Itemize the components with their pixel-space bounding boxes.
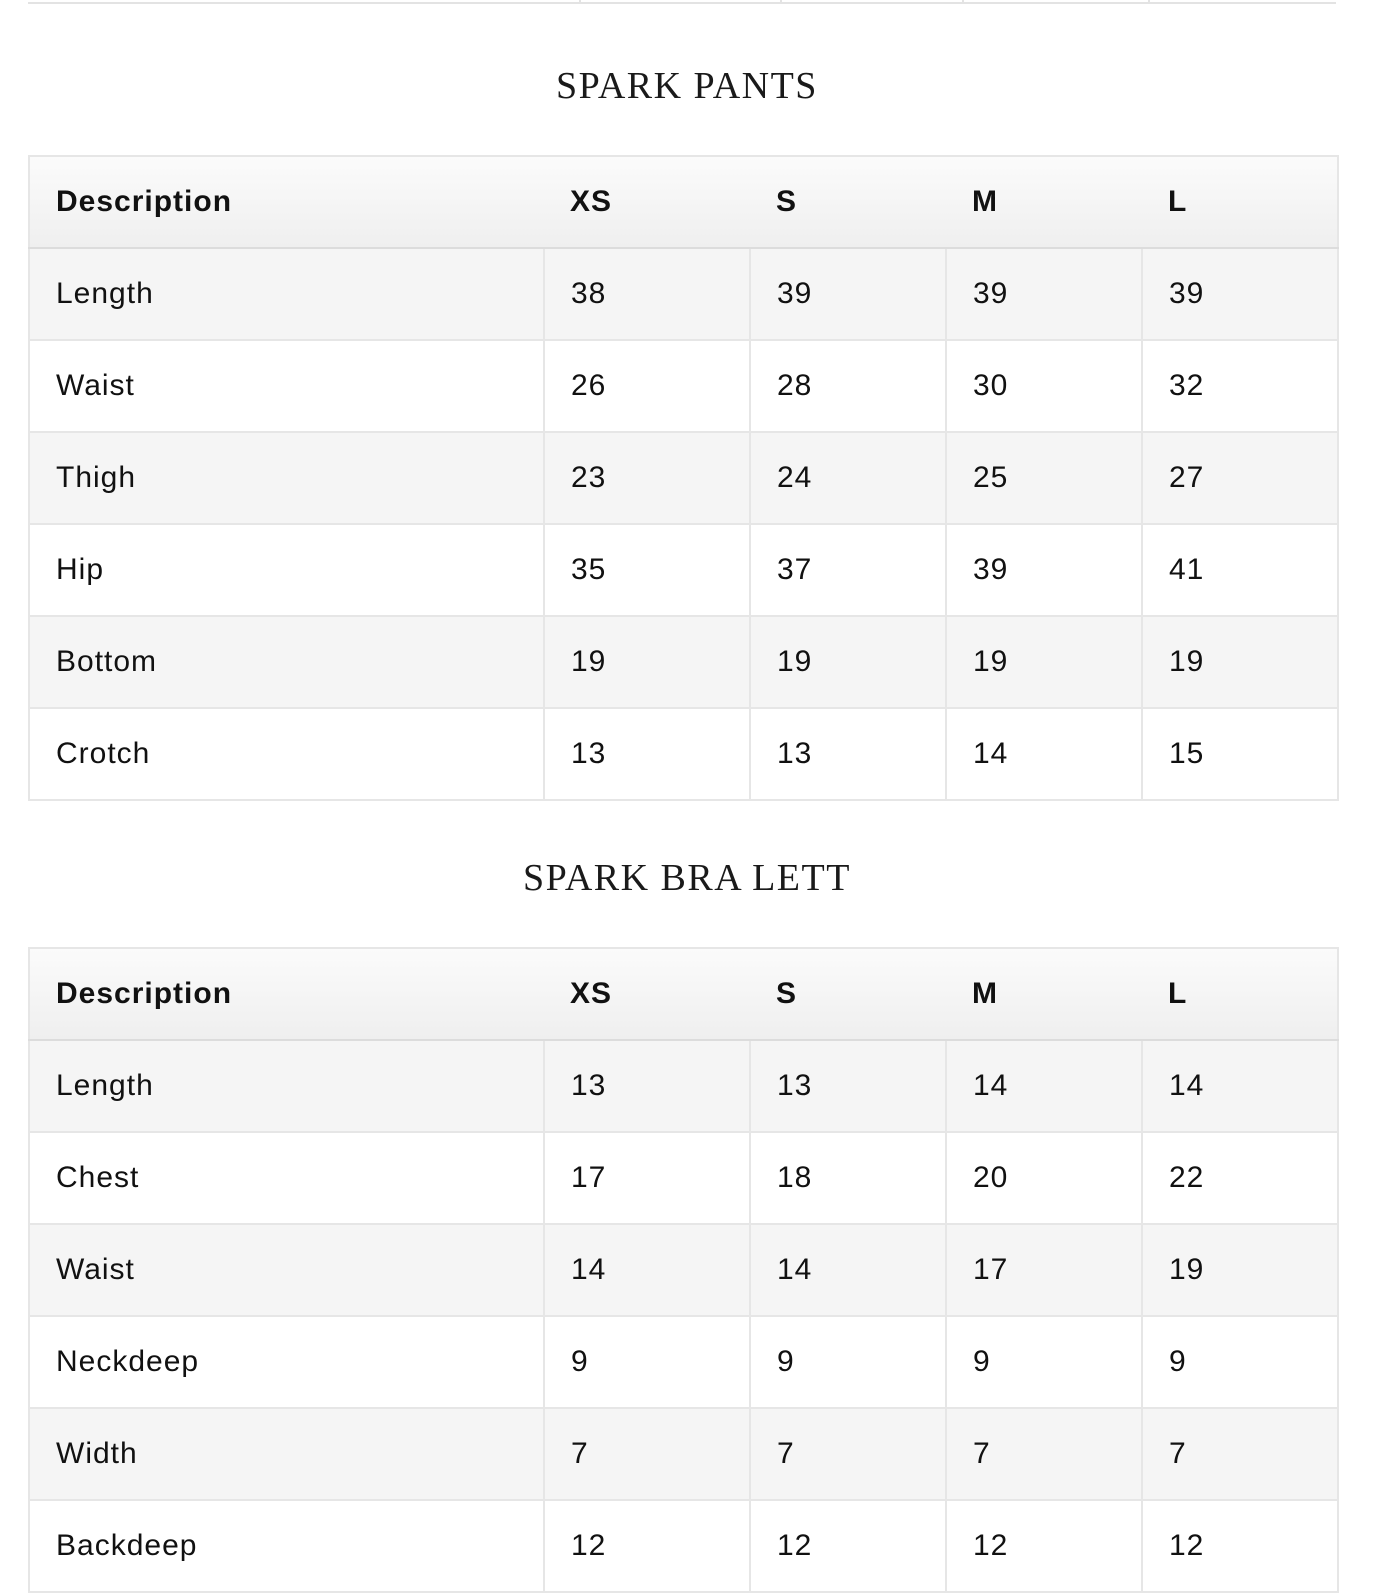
cell-value: 7 <box>544 1408 750 1500</box>
cell-value: 20 <box>946 1132 1142 1224</box>
column-header-xs: XS <box>544 948 750 1040</box>
bralette-size-table <box>28 947 1339 1593</box>
cell-value: 12 <box>544 1500 750 1592</box>
column-header-s: S <box>750 156 946 248</box>
row-label: Crotch <box>29 708 544 800</box>
cell-value: 18 <box>750 1132 946 1224</box>
cell-value: 13 <box>750 708 946 800</box>
cell-value: 7 <box>750 1408 946 1500</box>
cell-value: 12 <box>750 1500 946 1592</box>
column-divider <box>962 0 964 3</box>
cell-value: 39 <box>1142 248 1338 340</box>
cell-value: 38 <box>544 248 750 340</box>
cell-value: 7 <box>946 1408 1142 1500</box>
column-header-m: M <box>946 948 1142 1040</box>
column-header-l: L <box>1142 156 1338 248</box>
row-label: Backdeep <box>29 1500 544 1592</box>
cell-value: 13 <box>750 1040 946 1132</box>
row-label: Hip <box>29 524 544 616</box>
row-label: Chest <box>29 1132 544 1224</box>
cell-value: 14 <box>544 1224 750 1316</box>
cell-value: 39 <box>946 524 1142 616</box>
table-row <box>29 1408 1338 1500</box>
cell-value: 14 <box>946 708 1142 800</box>
table-row <box>29 616 1338 708</box>
column-header-description: Description <box>29 156 544 248</box>
cell-value: 19 <box>544 616 750 708</box>
row-label: Waist <box>29 340 544 432</box>
table-header-row <box>29 156 1338 248</box>
table-row <box>29 1500 1338 1592</box>
column-divider <box>1148 0 1150 3</box>
cell-value: 19 <box>1142 1224 1338 1316</box>
cell-value: 41 <box>1142 524 1338 616</box>
table-row <box>29 1224 1338 1316</box>
column-header-m: M <box>946 156 1142 248</box>
table-row <box>29 708 1338 800</box>
cell-value: 14 <box>1142 1040 1338 1132</box>
cell-value: 15 <box>1142 708 1338 800</box>
row-label: Thigh <box>29 432 544 524</box>
cell-value: 13 <box>544 708 750 800</box>
row-label: Neckdeep <box>29 1316 544 1408</box>
pants-size-chart-title: SPARK PANTS <box>556 65 818 107</box>
row-label: Bottom <box>29 616 544 708</box>
cell-value: 39 <box>946 248 1142 340</box>
column-header-l: L <box>1142 948 1338 1040</box>
table-header-row <box>29 948 1338 1040</box>
bralette-size-chart-title: SPARK BRA LETT <box>523 857 851 899</box>
cell-value: 35 <box>544 524 750 616</box>
cell-value: 37 <box>750 524 946 616</box>
cell-value: 24 <box>750 432 946 524</box>
cell-value: 19 <box>1142 616 1338 708</box>
column-divider <box>780 0 782 3</box>
table-row <box>29 432 1338 524</box>
row-label: Width <box>29 1408 544 1500</box>
row-label: Length <box>29 1040 544 1132</box>
cell-value: 12 <box>1142 1500 1338 1592</box>
column-header-s: S <box>750 948 946 1040</box>
cell-value: 14 <box>750 1224 946 1316</box>
cell-value: 12 <box>946 1500 1142 1592</box>
cell-value: 32 <box>1142 340 1338 432</box>
cell-value: 13 <box>544 1040 750 1132</box>
column-divider <box>579 0 581 3</box>
cell-value: 27 <box>1142 432 1338 524</box>
row-label: Waist <box>29 1224 544 1316</box>
cell-value: 9 <box>544 1316 750 1408</box>
cell-value: 30 <box>946 340 1142 432</box>
cell-value: 7 <box>1142 1408 1338 1500</box>
table-row <box>29 340 1338 432</box>
cell-value: 19 <box>750 616 946 708</box>
cell-value: 9 <box>946 1316 1142 1408</box>
table-row <box>29 524 1338 616</box>
cell-value: 17 <box>544 1132 750 1224</box>
table-row <box>29 1132 1338 1224</box>
cell-value: 9 <box>1142 1316 1338 1408</box>
previous-table-bottom-edge <box>28 0 1336 4</box>
table-row <box>29 1316 1338 1408</box>
cell-value: 26 <box>544 340 750 432</box>
column-header-description: Description <box>29 948 544 1040</box>
cell-value: 14 <box>946 1040 1142 1132</box>
cell-value: 23 <box>544 432 750 524</box>
table-row <box>29 248 1338 340</box>
cell-value: 28 <box>750 340 946 432</box>
column-header-xs: XS <box>544 156 750 248</box>
cell-value: 17 <box>946 1224 1142 1316</box>
cell-value: 9 <box>750 1316 946 1408</box>
cell-value: 22 <box>1142 1132 1338 1224</box>
pants-size-table <box>28 155 1339 801</box>
table-row <box>29 1040 1338 1132</box>
cell-value: 19 <box>946 616 1142 708</box>
cell-value: 25 <box>946 432 1142 524</box>
cell-value: 39 <box>750 248 946 340</box>
row-label: Length <box>29 248 544 340</box>
